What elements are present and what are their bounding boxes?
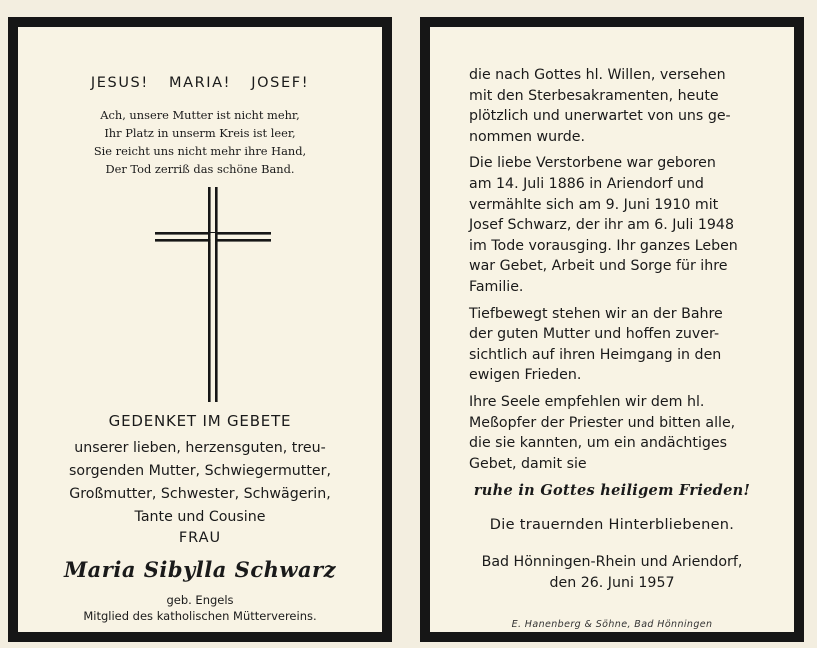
dedication-line: sorgenden Mutter, Schwiegermutter, — [69, 463, 331, 479]
text-line: Josef Schwarz, der ihr am 6. Juli 1948 — [469, 217, 734, 234]
verse-line: Ihr Platz in unserm Kreis ist leer, — [104, 126, 296, 140]
birth-name: geb. Engels — [166, 593, 234, 607]
right-card-page — [420, 17, 804, 642]
text-line: vermählte sich am 9. Juni 1910 mit — [469, 196, 719, 213]
printer-imprint: E. Hanenberg & Söhne, Bad Hönningen — [511, 619, 713, 630]
membership-note: Mitglied des katholischen Müttervereins. — [83, 609, 317, 623]
text-line: mit den Sterbesakramenten, heute — [469, 87, 719, 104]
text-line: Ihre Seele empfehlen wir dem hl. — [469, 393, 705, 410]
memorial-verse — [18, 106, 382, 178]
dedication-line: Tante und Cousine — [134, 509, 266, 525]
text-line: Tiefbewegt stehen wir an der Bahre — [469, 305, 723, 322]
deceased-name: Maria Sibylla Schwarz — [63, 557, 337, 582]
text-line: ewigen Frieden. — [469, 367, 582, 384]
text-line: im Tode vorausging. Ihr ganzes Leben — [469, 237, 738, 254]
text-line: war Gebet, Arbeit und Sorge für ihre — [469, 258, 728, 275]
text-line: nommen wurde. — [469, 128, 585, 145]
verse-line: Der Tod zerriß das schöne Band. — [105, 162, 295, 176]
invocation: JESUS! MARIA! JOSEF! — [90, 75, 310, 91]
place-line: Bad Hönningen-Rhein und Ariendorf, — [481, 554, 743, 570]
dedication-text — [18, 437, 382, 529]
obituary-text — [469, 65, 769, 480]
date-line: den 26. Juni 1957 — [549, 575, 675, 591]
text-line: der guten Mutter und hoffen zuver- — [469, 326, 720, 343]
obituary-paragraph — [469, 392, 769, 474]
obituary-paragraph — [469, 65, 769, 147]
dedication-line: Großmutter, Schwester, Schwägerin, — [69, 486, 331, 502]
text-line: Die liebe Verstorbene war geboren — [469, 155, 716, 172]
dedication-line: unserer lieben, herzensguten, treu- — [74, 440, 326, 456]
verse-line: Ach, unsere Mutter ist nicht mehr, — [100, 108, 300, 122]
text-line: die sie kannten, um ein andächtiges — [469, 435, 728, 452]
text-line: plötzlich und unerwartet von uns ge- — [469, 108, 731, 125]
text-line: Meßopfer der Priester und bitten alle, — [469, 414, 736, 431]
text-line: Gebet, damit sie — [469, 455, 587, 472]
text-line: sichtlich auf ihren Heimgang in den — [469, 346, 722, 363]
obituary-paragraph — [469, 153, 769, 297]
birth-name-block — [18, 592, 382, 624]
verse-line: Sie reicht uns nicht mehr ihre Hand, — [93, 144, 307, 158]
text-line: die nach Gottes hl. Willen, versehen — [469, 67, 726, 83]
text-line: Familie. — [469, 278, 524, 295]
honorific-title: FRAU — [178, 530, 222, 546]
cross-icon — [155, 187, 275, 402]
mourners-signature: Die trauernden Hinterbliebenen. — [489, 517, 735, 533]
text-line: am 14. Juli 1886 in Ariendorf und — [469, 175, 704, 192]
place-and-date — [430, 552, 794, 594]
prayer-heading: GEDENKET IM GEBETE — [108, 412, 292, 430]
left-card-page — [8, 17, 392, 642]
blessing-line: ruhe in Gottes heiligem Frieden! — [473, 482, 751, 499]
obituary-paragraph — [469, 304, 769, 386]
